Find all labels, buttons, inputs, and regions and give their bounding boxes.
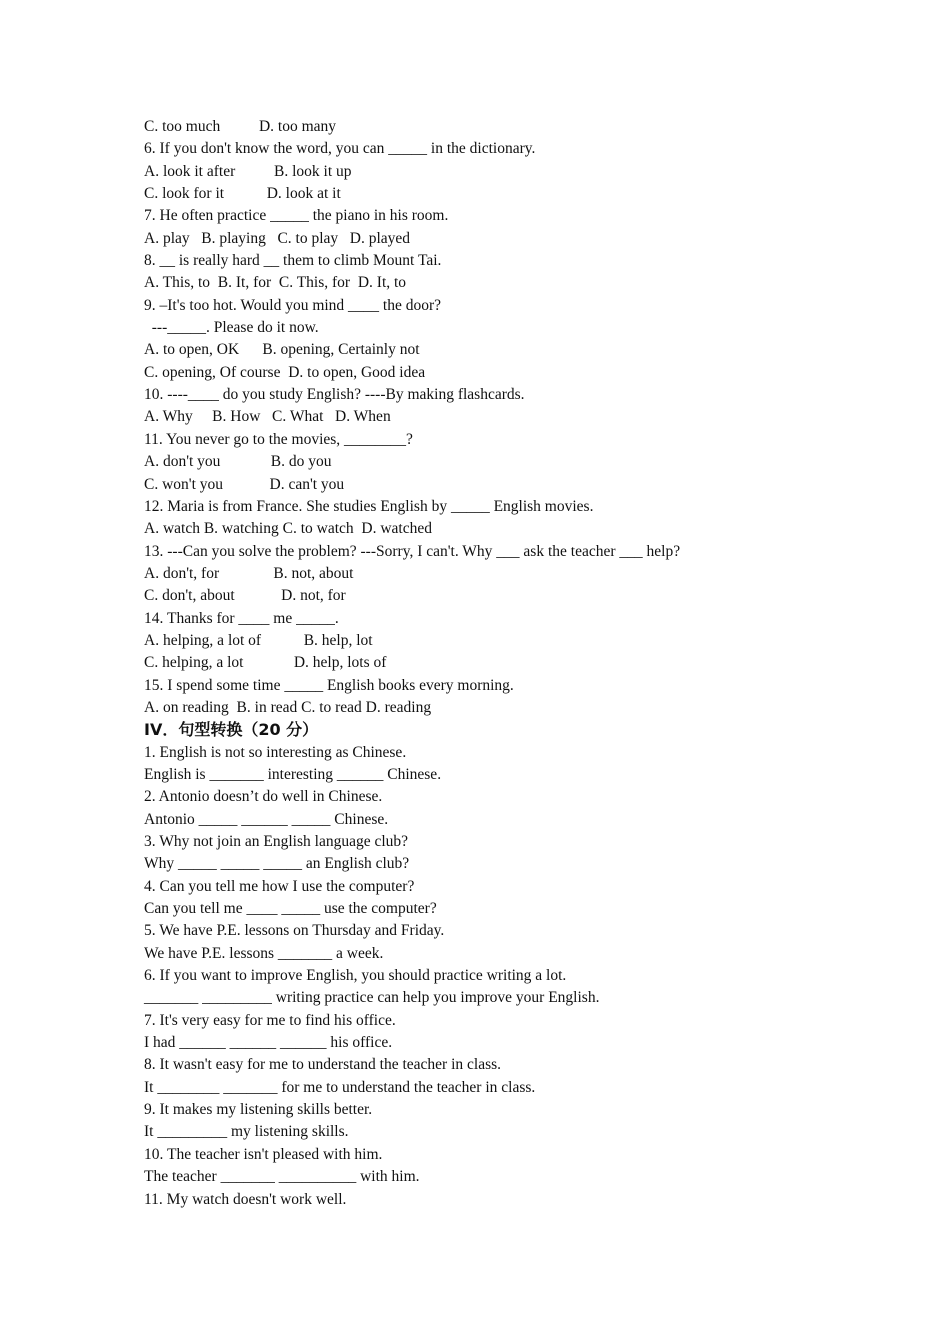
line-47: The teacher _______ __________ with him.: [144, 1168, 420, 1186]
document-page: [144, 116, 864, 1211]
line-9: ---_____. Please do it now.: [144, 319, 319, 337]
line-32: 3. Why not join an English language club?: [144, 833, 409, 850]
line-25: 15. I spend some time _____ English books every morning.: [144, 676, 514, 694]
line-23: A. helping, a lot of B. help, lot: [144, 631, 373, 649]
line-13: A. Why B. How C. What D. When: [144, 408, 391, 426]
line-28: 1. English is not so interesting as Chinese.: [144, 743, 407, 761]
line-0: C. too much D. too many: [144, 118, 337, 135]
line-1: 6. If you don't know the word, you can _____ in the dictionary.: [144, 140, 536, 158]
line-19: 13. ---Can you solve the problem? ---Sorry, I can't. Why ___ ask the teacher ___ help?: [144, 542, 681, 560]
line-5: A. play B. playing C. to play D. played: [144, 229, 411, 247]
line-44: 9. It makes my listening skills better.: [144, 1101, 373, 1119]
line-26: A. on reading B. in read C. to read D. reading: [144, 698, 432, 716]
line-20: A. don't, for B. not, about: [144, 564, 354, 582]
line-18: A. watch B. watching C. to watch D. watched: [144, 520, 432, 538]
section-heading: IV．句型转换（20 分）: [144, 720, 319, 740]
line-16: C. won't you D. can't you: [144, 475, 345, 493]
line-43: It ________ _______ for me to understand the teacher in class.: [144, 1078, 536, 1096]
line-4: 7. He often practice _____ the piano in his room.: [144, 207, 449, 225]
line-8: 9. –It's too hot. Would you mind ____ the door?: [144, 296, 442, 314]
line-29: English is _______ interesting ______ Chinese.: [144, 765, 442, 783]
line-11: C. opening, Of course D. to open, Good idea: [144, 363, 426, 381]
line-24: C. helping, a lot D. help, lots of: [144, 654, 387, 672]
line-42: 8. It wasn't easy for me to understand the teacher in class.: [144, 1056, 502, 1074]
line-33: Why _____ _____ _____ an English club?: [144, 855, 410, 873]
line-7: A. This, to B. It, for C. This, for D. It, to: [144, 274, 407, 292]
line-40: 7. It's very easy for me to find his office.: [144, 1011, 396, 1029]
line-38: 6. If you want to improve English, you should practice writing a lot.: [144, 967, 567, 985]
line-6: 8. __ is really hard __ them to climb Mount Tai.: [144, 252, 442, 270]
line-3: C. look for it D. look at it: [144, 185, 341, 203]
line-46: 10. The teacher isn't pleased with him.: [144, 1145, 383, 1163]
line-17: 12. Maria is from France. She studies English by _____ English movies.: [144, 497, 594, 515]
line-22: 14. Thanks for ____ me _____.: [144, 609, 339, 627]
line-48: 11. My watch doesn't work well.: [144, 1190, 347, 1208]
line-34: 4. Can you tell me how I use the computer?: [144, 877, 415, 895]
line-21: C. don't, about D. not, for: [144, 587, 346, 605]
line-31: Antonio _____ ______ _____ Chinese.: [144, 810, 389, 828]
line-37: We have P.E. lessons _______ a week.: [144, 944, 384, 962]
line-35: Can you tell me ____ _____ use the computer?: [144, 900, 437, 918]
line-41: I had ______ ______ ______ his office.: [144, 1034, 393, 1052]
line-45: It _________ my listening skills.: [144, 1123, 349, 1141]
line-12: 10. ----____ do you study English? ----By making flashcards.: [144, 386, 525, 404]
line-39: _______ _________ writing practice can help you improve your English.: [144, 989, 600, 1007]
line-2: A. look it after B. look it up: [144, 162, 352, 180]
line-30: 2. Antonio doesn’t do well in Chinese.: [144, 788, 383, 806]
line-14: 11. You never go to the movies, ________?: [144, 430, 413, 448]
line-15: A. don't you B. do you: [144, 453, 332, 471]
line-36: 5. We have P.E. lessons on Thursday and Friday.: [144, 922, 445, 940]
line-10: A. to open, OK B. opening, Certainly not: [144, 341, 420, 359]
